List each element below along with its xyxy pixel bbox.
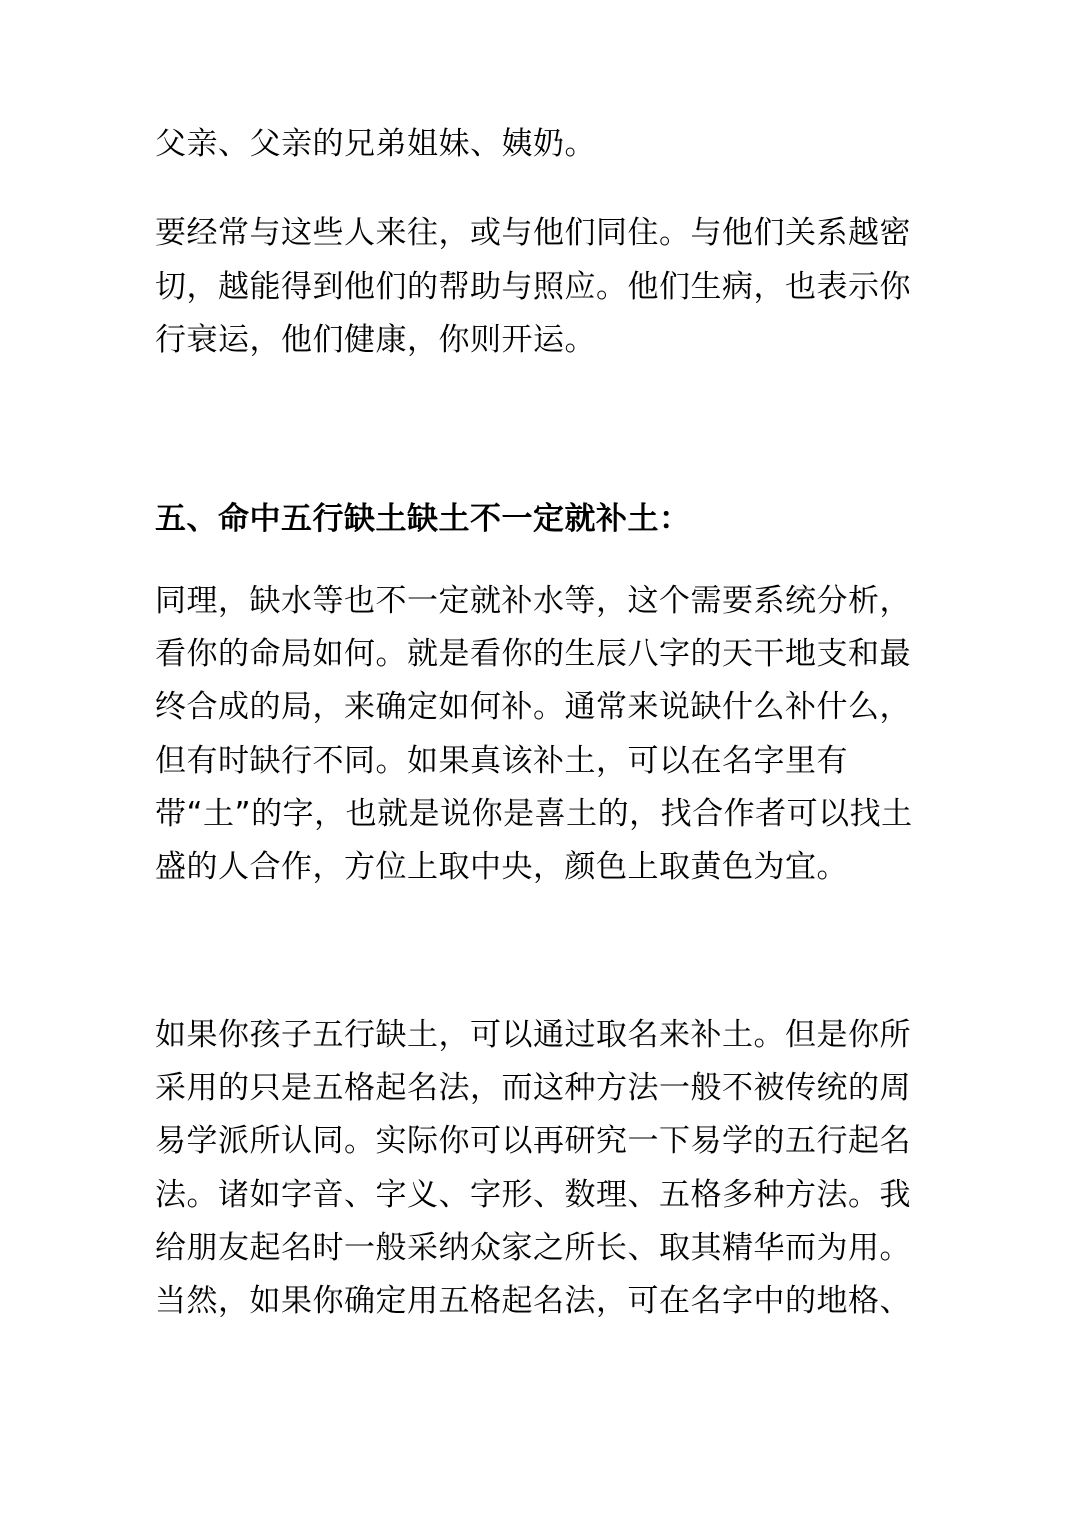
section-spacer-top xyxy=(155,403,925,495)
paragraph-naming-method: 如果你孩子五行缺土，可以通过取名来补土。但是你所采用的只是五格起名法，而这种方法一般不被传统的周易学派所认同。实际你可以再研究一下易学的五行起名法。诸如字音、字义、字形、数理、五格多种方法。我给朋友起名时一般采纳众家之所长、取其精华而为用。当然，如果你确定用五格起名法，可在名字中的地格、 xyxy=(155,1016,911,1320)
paragraph-earth-analysis: 同理，缺水等也不一定就补水等，这个需要系统分析，看你的命局如何。就是看你的生辰八字的天干地支和最终合成的局，来确定如何补。通常来说缺什么补什么，但有时缺行不同。如果真该补土，可以在名字里有带“土”的字，也就是说你是喜土的，找合作者可以找土盛的人合作，方位上取中央，颜色上取黄色为宜。 xyxy=(155,582,913,886)
heading-section-five: 五、命中五行缺土缺土不一定就补土： xyxy=(155,501,691,538)
paragraph-relatives: 父亲、父亲的兄弟姐妹、姨奶。 xyxy=(155,126,596,162)
section-spacer-middle xyxy=(155,931,925,1009)
paragraph-relationship-advice: 要经常与这些人来往，或与他们同住。与他们关系越密切，越能得到他们的帮助与照应。他们生病，也表示你行衰运，他们健康，你则开运。 xyxy=(155,215,911,358)
